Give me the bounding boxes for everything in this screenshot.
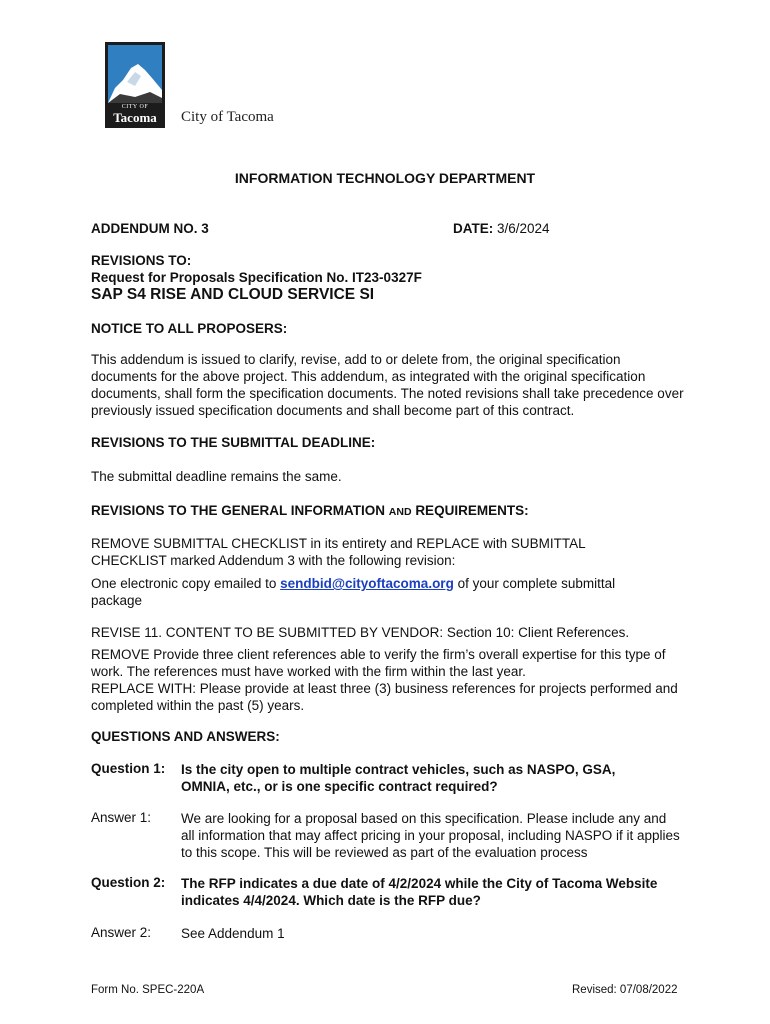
general-heading	[91, 503, 529, 518]
replace-text: REPLACE WITH: Please provide at least three (3) business references for projects performed and completed within the past (5) years.	[91, 681, 678, 713]
answer-1-label: Answer 1:	[91, 810, 152, 825]
deadline-heading: REVISIONS TO THE SUBMITTAL DEADLINE:	[91, 435, 376, 450]
notice-heading: NOTICE TO ALL PROPOSERS:	[91, 321, 288, 336]
city-logo	[105, 42, 165, 128]
email-link[interactable]: sendbid@cityoftacoma.org	[280, 576, 454, 591]
date-value: 3/6/2024	[497, 221, 550, 236]
answer-2-label: Answer 2:	[91, 925, 152, 940]
logo-name-text: Tacoma	[113, 110, 157, 125]
logo-small-text: CITY OF	[121, 104, 149, 110]
revised-date: Revised: 07/08/2022	[572, 984, 678, 996]
checklist-text: REMOVE SUBMITTAL CHECKLIST in its entirety and REPLACE with SUBMITTAL CHECKLIST marked Addendum 3 with the following revision:	[91, 536, 586, 568]
general-heading-a: REVISIONS TO THE GENERAL INFORMATION	[91, 503, 386, 518]
date-label: DATE:	[453, 221, 494, 236]
email-line	[91, 575, 651, 609]
addendum-date	[453, 221, 550, 236]
remove-text: REMOVE Provide three client references able to verify the firm’s overall expertise for this type of work. The references must have worked with the firm within the last year.	[91, 647, 666, 679]
notice-text: This addendum is issued to clarify, revise, add to or delete from, the original specification documents for the above project. This addendum, as integrated with the original specification documents, shall form the specification documents. The noted revisions shall take precedence over previously issued specification documents and shall become part of this contract.	[91, 352, 684, 418]
question-1-text: Is the city open to multiple contract vehicles, such as NASPO, GSA, OMNIA, etc., or is one specific contract required?	[181, 762, 616, 794]
answer-1-text: We are looking for a proposal based on this specification. Please include any and all information that may affect pricing in your proposal, including NASPO if it applies to this scope. This will be reviewed as part of the evaluation process	[181, 811, 680, 860]
general-heading-b: REQUIREMENTS:	[415, 503, 529, 518]
email-pre: One electronic copy emailed to	[91, 576, 277, 591]
question-1-label: Question 1:	[91, 761, 166, 776]
department-title: INFORMATION TECHNOLOGY DEPARTMENT	[234, 170, 536, 186]
question-2-text: The RFP indicates a due date of 4/2/2024 while the City of Tacoma Website indicates 4/4/2024. Which date is the RFP due?	[181, 876, 658, 908]
project-title: SAP S4 RISE AND CLOUD SERVICE SI	[91, 286, 375, 303]
question-2-label: Question 2:	[91, 875, 166, 890]
general-heading-and: AND	[388, 506, 412, 518]
org-name: City of Tacoma	[181, 109, 274, 125]
addendum-number: ADDENDUM NO. 3	[91, 221, 209, 236]
qa-heading: QUESTIONS AND ANSWERS:	[91, 729, 280, 744]
deadline-text: The submittal deadline remains the same.	[91, 469, 342, 484]
email-post: of your complete submittal package	[91, 576, 616, 608]
revisions-label: REVISIONS TO:	[91, 253, 192, 268]
spec-number: Request for Proposals Specification No. IT23-0327F	[91, 270, 422, 285]
answer-2-text: See Addendum 1	[181, 926, 285, 941]
revise-text: REVISE 11. CONTENT TO BE SUBMITTED BY VENDOR: Section 10: Client References.	[91, 625, 630, 640]
form-number: Form No. SPEC-220A	[91, 984, 205, 996]
